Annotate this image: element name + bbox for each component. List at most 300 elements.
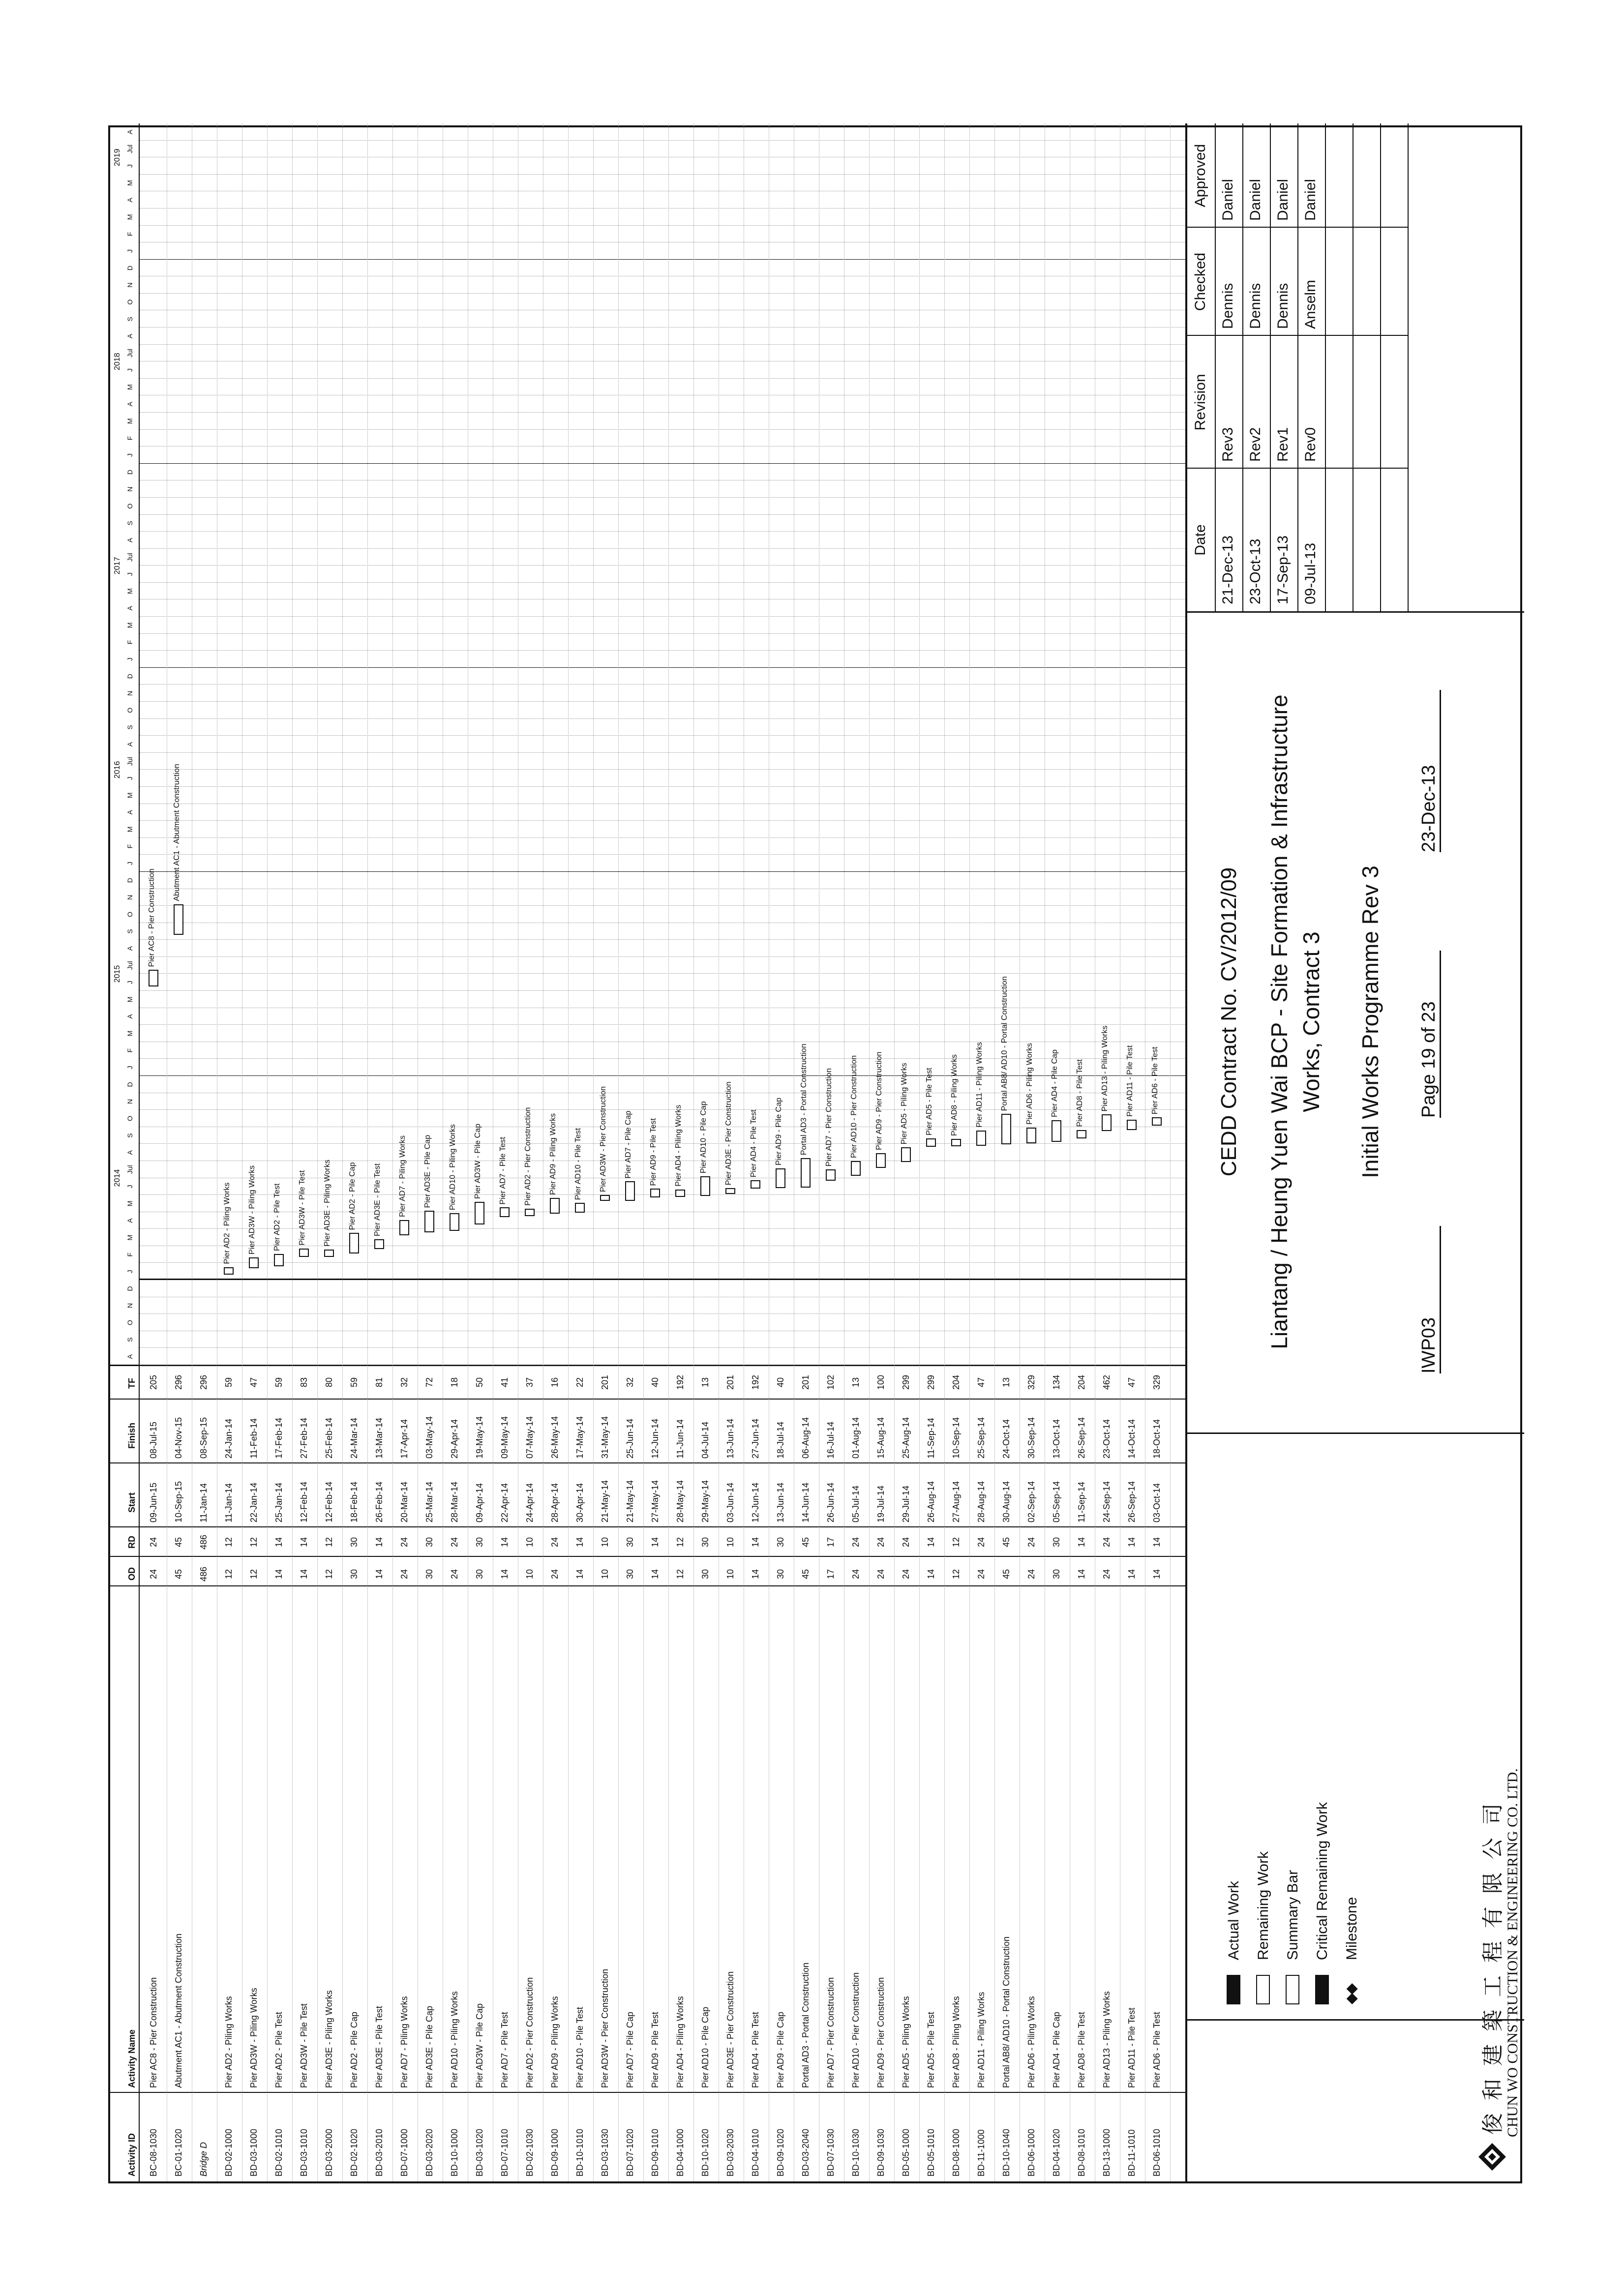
finish-date: 14-Oct-14 [1127,1419,1137,1459]
year-label: 2017 [113,557,121,575]
remaining-duration: 24 [149,1537,158,1548]
month-label: O [126,707,134,713]
finish-date: 10-Sep-14 [951,1417,961,1459]
legend-summary-swatch [1286,1975,1299,2004]
company-name-en: CHUN WO CONSTRUCTION & ENGINEERING CO. LTD. [1504,1768,1521,2137]
original-duration: 30 [700,1569,710,1580]
activity-name: Pier AD11 - Piling Works [976,1992,986,2088]
original-duration: 24 [976,1569,986,1580]
activity-name: Pier AD9 - Piling Works [550,1996,560,2088]
activity-name: Pier AD3E - Pile Test [374,2006,384,2088]
month-label: J [126,981,134,984]
month-label: A [126,946,134,951]
finish-date: 30-Sep-14 [1026,1417,1036,1459]
month-label: J [126,453,134,457]
total-float: 13 [700,1377,710,1388]
start-date: 27-May-14 [650,1480,660,1522]
original-duration: 24 [399,1569,409,1580]
gantt-bar-label: Pier AD4 - Pile Cap [1051,1049,1059,1117]
remaining-duration: 14 [299,1537,309,1548]
row-separator [618,123,619,2181]
gantt-bar [424,1211,434,1232]
contract-title: CEDD Contract No. CV/2012/09 [1217,867,1241,1177]
remaining-duration: 10 [725,1537,735,1548]
month-label: N [126,1099,134,1104]
month-label: M [126,418,134,424]
gantt-bar-label: Pier AD6 - Pile Test [1151,1046,1159,1115]
original-duration: 30 [776,1569,785,1580]
gantt-bar [700,1176,710,1196]
finish-date: 04-Jul-14 [700,1421,710,1459]
finish-date: 25-Sep-14 [976,1417,986,1459]
table-row [193,123,215,2181]
month-label: D [126,265,134,271]
activity-name: Pier AD2 - Pier Construction [525,1977,535,2088]
month-label: M [126,826,134,833]
total-float: 100 [876,1374,886,1390]
start-date: 13-Jun-14 [776,1482,785,1522]
gantt-bar-label: Pier AD9 - Pile Cap [775,1098,783,1165]
activity-id: BD-03-2010 [374,2128,384,2177]
month-label: S [126,521,134,526]
original-duration: 14 [575,1569,585,1580]
table-row [519,123,541,2181]
finish-date: 17-Feb-14 [274,1417,284,1459]
activity-name: Pier AD3E - Pile Cap [424,2005,434,2088]
gantt-bar-label: Pier AD4 - Piling Works [674,1104,683,1187]
month-label: A [126,810,134,815]
total-float: 47 [1127,1377,1137,1388]
remaining-duration: 12 [951,1537,961,1548]
activity-name: Pier AD7 - Pier Construction [826,1977,836,2088]
gantt-bar-label: Pier AD6 - Piling Works [1025,1043,1034,1125]
gantt-bar-label: Pier AD3E - Piling Works [323,1160,331,1247]
issue-date: 23-Dec-13 [1418,690,1441,852]
row-separator [643,123,644,2181]
month-label: M [126,214,134,220]
activity-name: Pier AD4 - Pile Cap [1052,2011,1061,2088]
gantt-bar [1026,1128,1036,1143]
gantt-bar [525,1209,535,1216]
total-float: 299 [926,1374,936,1390]
original-duration: 30 [475,1569,484,1580]
gantt-bar [149,970,158,986]
legend-actual-label: Actual Work [1226,1880,1242,1960]
total-float: 81 [374,1377,384,1388]
start-date: 28-Mar-14 [450,1481,459,1522]
gantt-bar-label: Pier AD9 - Pile Test [649,1118,658,1186]
total-float: 134 [1052,1374,1061,1390]
row-separator [994,123,995,2181]
activity-name: Pier AD2 - Pile Test [274,2012,284,2088]
gantt-bar-label: Pier AD7 - Piling Works [398,1135,407,1217]
activity-id: BD-08-1010 [1077,2128,1086,2177]
activity-name: Pier AD3W - Piling Works [249,1988,259,2088]
total-float: 37 [525,1377,535,1388]
row-separator [869,123,870,2181]
activity-name: Portal AB8/ AD10 - Portal Construction [1001,1936,1011,2088]
year-label: 2014 [113,1169,121,1187]
table-row [770,123,792,2181]
total-float: 59 [274,1377,284,1388]
revision-cell: Daniel [1302,179,1319,221]
table-row [644,123,667,2181]
table-row [318,123,341,2181]
activity-id: BD-02-1030 [525,2128,535,2177]
revision-cell: Rev2 [1247,427,1263,462]
gantt-bar-label: Pier AC8 - Pier Construction [148,868,156,967]
gantt-bar [224,1267,234,1275]
year-label: 2015 [113,965,121,983]
remaining-duration: 24 [399,1537,409,1548]
gantt-bar-label: Abutment AC1 - Abutment Construction [173,764,181,901]
gantt-bar [901,1147,911,1162]
programme-title: Initial Works Programme Rev 3 [1357,865,1383,1178]
project-line-1: Liantang / Heung Yuen Wai BCP - Site Formation & Infrastructure [1266,694,1292,1349]
table-row [845,123,868,2181]
total-float: 204 [951,1374,961,1390]
remaining-duration: 30 [475,1537,484,1548]
gantt-bar-label: Pier AD10 - Pier Construction [850,1055,858,1158]
month-label: M [126,1200,134,1207]
month-label: M [126,180,134,186]
remaining-duration: 24 [876,1537,886,1548]
original-duration: 14 [1077,1569,1086,1580]
total-float: 299 [901,1374,911,1390]
original-duration: 30 [424,1569,434,1580]
gantt-bar [500,1207,510,1217]
remaining-duration: 14 [926,1537,936,1548]
month-label: A [126,742,134,747]
activity-id: BD-03-2000 [324,2128,334,2177]
revision-row-line [1408,123,1409,611]
row-separator [593,123,594,2181]
activity-name: Pier AD3E - Piling Works [324,1990,334,2088]
gantt-bar-label: Pier AD13 - Piling Works [1101,1025,1109,1112]
remaining-duration: 45 [801,1537,811,1548]
activity-id: BD-10-1040 [1001,2128,1011,2177]
start-date: 12-Jun-14 [751,1482,760,1522]
finish-date: 08-Jul-15 [149,1421,158,1459]
gantt-bar [475,1202,484,1224]
remaining-duration: 24 [1026,1537,1036,1548]
programme-sheet [108,125,1522,2183]
original-duration: 14 [500,1569,510,1580]
header-tf: TF [127,1378,137,1389]
total-float: 16 [550,1377,560,1388]
year-label: 2016 [113,761,121,779]
row-separator [944,123,945,2181]
month-label: S [126,1337,134,1342]
company-block [1187,2019,1524,2181]
row-separator [267,123,268,2181]
original-duration: 14 [299,1569,309,1580]
activity-id: BD-03-1000 [249,2128,259,2177]
original-duration: 12 [324,1569,334,1580]
activity-name: Abutment AC1 - Abutment Construction [174,1933,183,2088]
start-date: 30-Aug-14 [1001,1481,1011,1522]
revision-cell: Daniel [1247,179,1263,221]
month-label: J [126,776,134,780]
activity-name: Pier AC8 - Pier Construction [149,1977,158,2088]
table-row [970,123,993,2181]
activity-id: BD-04-1010 [751,2128,760,2177]
activity-id: BD-06-1010 [1152,2128,1162,2177]
original-duration: 14 [274,1569,284,1580]
activity-id: BD-11-1010 [1127,2129,1137,2177]
table-row [494,123,516,2181]
table-row [1021,123,1043,2181]
table-row [544,123,567,2181]
finish-date: 25-Aug-14 [901,1417,911,1459]
gantt-bar-label: Pier AD3W - Piling Works [248,1165,256,1254]
revision-cell: 09-Jul-13 [1302,542,1319,604]
legend-remaining-swatch [1256,1975,1270,2004]
activity-name: Pier AD7 - Piling Works [399,1996,409,2088]
month-label: M [126,588,134,595]
remaining-duration: 14 [1077,1537,1086,1548]
remaining-duration: 10 [525,1537,535,1548]
start-date: 24-Apr-14 [525,1483,535,1522]
total-float: 462 [1102,1374,1112,1390]
table-row [243,123,266,2181]
gantt-bar [1152,1117,1162,1126]
total-float: 201 [725,1374,735,1390]
revision-row-line [1297,123,1298,611]
remaining-duration: 10 [600,1537,610,1548]
finish-date: 07-May-14 [525,1416,535,1459]
revision-cell: Daniel [1275,179,1291,221]
original-duration: 10 [725,1569,735,1580]
month-label: D [126,470,134,475]
month-label: J [126,1270,134,1274]
finish-date: 13-Oct-14 [1052,1419,1061,1459]
gantt-bar-label: Pier AD9 - Pier Construction [875,1051,883,1150]
table-row [469,123,491,2181]
month-label: Jul [126,1165,134,1174]
revision-cell: 17-Sep-13 [1275,535,1291,604]
activity-id: BD-05-1000 [901,2128,911,2177]
finish-date: 11-Sep-14 [926,1418,936,1459]
activity-name: Pier AD13 - Piling Works [1102,1991,1112,2088]
gantt-bar [976,1131,986,1146]
month-label: D [126,878,134,883]
activity-id: BD-03-2030 [725,2128,735,2177]
activity-id: BD-09-1030 [876,2128,886,2177]
original-duration: 17 [826,1569,836,1580]
start-date: 12-Feb-14 [324,1481,334,1522]
activity-name: Pier AD2 - Piling Works [224,1996,234,2088]
month-label: F [126,640,134,645]
month-label: Jul [126,961,134,970]
row-separator [668,123,669,2181]
finish-date: 04-Nov-15 [174,1417,183,1459]
original-duration: 24 [450,1569,459,1580]
revision-cell: Rev1 [1275,427,1291,462]
remaining-duration: 24 [901,1537,911,1548]
remaining-duration: 24 [550,1537,560,1548]
start-date: 03-Oct-14 [1152,1483,1162,1522]
month-label: O [126,1320,134,1325]
activity-name: Pier AD8 - Piling Works [951,1996,961,2088]
gantt-bar [399,1220,409,1235]
start-date: 28-Aug-14 [976,1481,986,1522]
start-date: 11-Jan-14 [199,1483,209,1522]
start-date: 19-Jul-14 [876,1485,886,1522]
activity-name: Pier AD2 - Pile Cap [349,2011,359,2088]
revision-table [1187,123,1524,613]
gantt-bar [249,1257,259,1268]
revision-row-line [1215,123,1216,611]
activity-name: Pier AD7 - Pile Test [500,2012,510,2088]
gantt-bar [550,1198,560,1214]
gantt-bar [1052,1120,1061,1142]
revision-row-line [1325,123,1326,611]
start-date: 10-Sep-15 [174,1481,183,1522]
activity-id: BD-06-1000 [1026,2128,1036,2177]
month-label: S [126,1133,134,1138]
original-duration: 30 [349,1569,359,1580]
timeline-header [110,123,140,1365]
activity-id: BD-11-1000 [976,2129,986,2177]
remaining-duration: 14 [751,1537,760,1548]
month-label: F [126,1252,134,1257]
legend-actual-swatch [1227,1975,1240,2004]
month-label: A [126,1218,134,1223]
remaining-duration: 24 [450,1537,459,1548]
legend-critical-label: Critical Remaining Work [1314,1802,1330,1960]
activity-id: BD-02-1010 [274,2128,284,2177]
activity-name: Pier AD11 - Pile Test [1127,2007,1137,2088]
activity-id: BD-05-1010 [926,2128,936,2177]
gantt-bar [851,1161,861,1176]
gantt-bar [751,1180,760,1189]
activity-id: BD-04-1000 [675,2128,685,2177]
finish-date: 08-Sep-15 [199,1417,209,1459]
activity-name: Pier AD4 - Piling Works [675,1996,685,2088]
activity-id: BD-03-2040 [801,2128,811,2177]
footer [1187,123,1524,2181]
table-header [110,123,140,2181]
rotated-content [110,123,1524,2181]
table-row [619,123,642,2181]
table-row [594,123,617,2181]
total-float: 50 [475,1377,484,1388]
start-date: 22-Jan-14 [249,1482,259,1522]
original-duration: 14 [751,1569,760,1580]
table-row [1146,123,1169,2181]
table-row [820,123,842,2181]
row-separator [392,123,393,2181]
start-date: 21-May-14 [600,1480,610,1522]
remaining-duration: 30 [1052,1537,1061,1548]
finish-date: 18-Jul-14 [776,1421,785,1459]
finish-date: 27-Feb-14 [299,1417,309,1459]
original-duration: 24 [851,1569,861,1580]
remaining-duration: 12 [675,1537,685,1548]
start-date: 26-Sep-14 [1127,1481,1137,1522]
remaining-duration: 14 [374,1537,384,1548]
start-date: 28-Apr-14 [550,1483,560,1522]
activity-name: Pier AD10 - Pile Cap [700,2006,710,2088]
gantt-bar-label: Pier AD3W - Pile Test [298,1170,306,1246]
activity-id: BD-09-1010 [650,2128,660,2177]
project-line-2: Works, Contract 3 [1298,931,1324,1112]
gantt-bar [324,1250,334,1257]
start-date: 29-May-14 [700,1480,710,1522]
gantt-bar-label: Pier AD10 - Pile Cap [699,1101,708,1174]
milestone-diamond-icon: ◆ [1343,1983,1359,1995]
start-date: 27-Aug-14 [951,1481,961,1522]
total-float: 83 [299,1377,309,1388]
total-float: 40 [776,1377,785,1388]
year-label: 2019 [113,149,121,166]
total-float: 72 [424,1377,434,1388]
total-float: 80 [324,1377,334,1388]
month-label: M [126,622,134,628]
gantt-bar [801,1158,811,1188]
total-float: 22 [575,1377,585,1388]
start-date: 26-Jun-14 [826,1482,836,1522]
gantt-bar [349,1233,359,1253]
original-duration: 14 [1152,1569,1162,1580]
month-label: F [126,436,134,441]
activity-name: Pier AD9 - Pile Cap [776,2011,785,2088]
gantt-bar [650,1189,660,1197]
revision-cell: Rev0 [1302,427,1319,462]
gantt-bar [926,1138,936,1147]
start-date: 12-Feb-14 [299,1481,309,1522]
table-row [1046,123,1068,2181]
activity-name: Pier AD9 - Pier Construction [876,1977,886,2088]
logo-icon [1477,2142,1507,2172]
activity-name: Pier AD3E - Pier Construction [725,1971,735,2088]
legend-critical-swatch [1315,1975,1329,2004]
month-label: O [126,299,134,305]
month-label: M [126,1234,134,1241]
finish-date: 11-Jun-14 [675,1419,685,1459]
remaining-duration: 14 [1127,1537,1137,1548]
revision-row-line [1242,123,1243,611]
month-label: J [126,572,134,576]
activity-name: Pier AD6 - Pile Test [1152,2012,1162,2088]
month-label: J [126,368,134,372]
row-separator [1170,123,1171,2181]
total-float: 59 [349,1377,359,1388]
total-float: 329 [1152,1374,1162,1390]
activity-id: BD-07-1030 [826,2128,836,2177]
finish-date: 31-May-14 [600,1416,610,1459]
finish-date: 24-Mar-14 [349,1417,359,1459]
table-row [694,123,717,2181]
total-float: 18 [450,1377,459,1388]
activity-name: Pier AD5 - Pile Test [926,2012,936,2088]
original-duration: 24 [149,1569,158,1580]
remaining-duration: 14 [1152,1537,1162,1548]
milestone-diamond-icon: ◆ [1343,1993,1359,2004]
original-duration: 12 [224,1569,234,1580]
activity-id: BD-02-1000 [224,2128,234,2177]
activity-id: BD-02-1020 [349,2128,359,2177]
activity-name: Pier AD5 - Piling Works [901,1996,911,2088]
original-duration: 24 [1102,1569,1112,1580]
total-float: 59 [224,1377,234,1388]
row-separator [292,123,293,2181]
row-separator [317,123,318,2181]
row-separator [894,123,895,2181]
original-duration: 14 [1127,1569,1137,1580]
gantt-bar-label: Pier AD2 - Pier Construction [524,1107,532,1206]
